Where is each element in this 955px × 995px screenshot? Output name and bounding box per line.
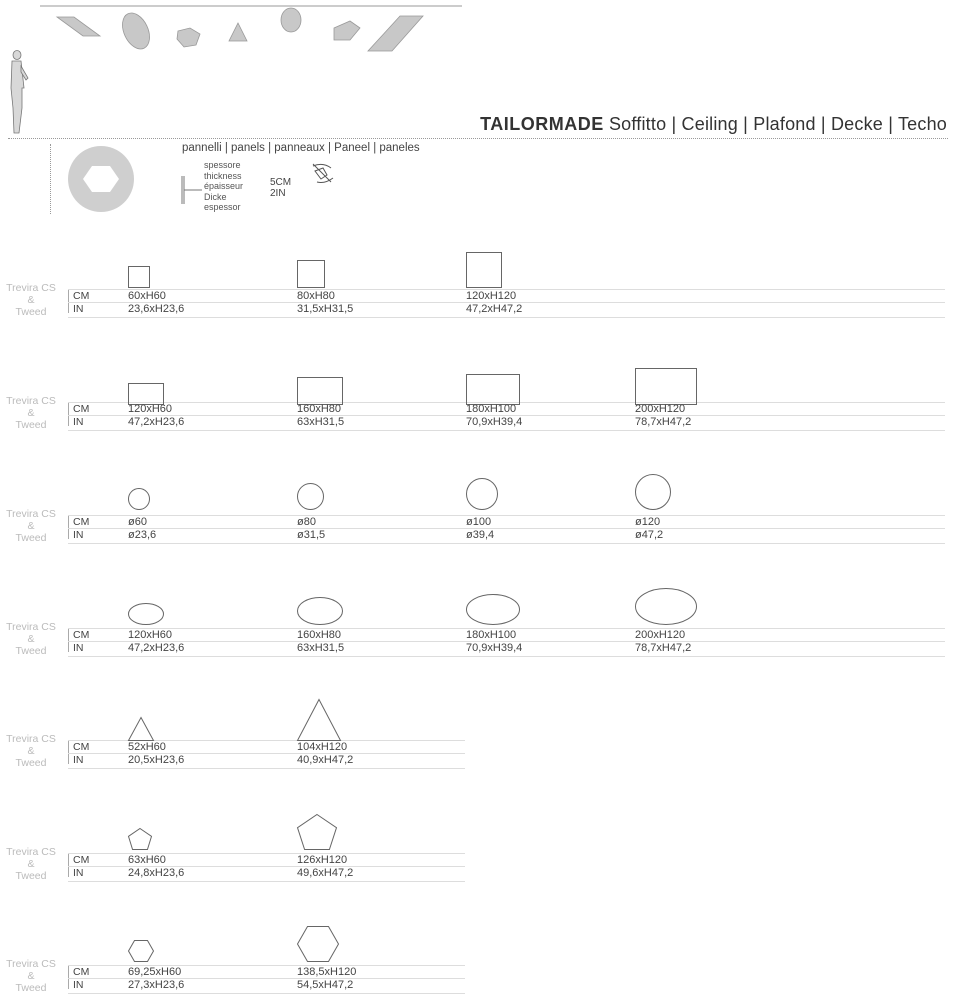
- unit-in-label: IN: [73, 867, 84, 879]
- size-in: ø39,4: [466, 529, 495, 541]
- rectangle-outline: [466, 374, 520, 405]
- material-label-line: Trevira CS: [6, 282, 56, 294]
- thickness-cm: 5CM: [270, 177, 292, 188]
- size-cm: ø120: [635, 516, 661, 528]
- size-cm: 160xH80: [297, 403, 342, 415]
- row-divider: [68, 543, 945, 544]
- material-label-line: Tweed: [15, 870, 47, 882]
- unit-cm-label: CM: [73, 966, 90, 978]
- panel-rect-long: [368, 16, 423, 51]
- size-in: 63xH31,5: [297, 642, 345, 654]
- size-in: 70,9xH39,4: [466, 416, 523, 428]
- material-label-line: Trevira CS: [6, 733, 56, 745]
- material-label-line: Tweed: [15, 645, 47, 657]
- unit-cm-label: CM: [73, 741, 90, 753]
- unit-cm-label: CM: [73, 629, 90, 641]
- panel-ellipse: [117, 9, 155, 54]
- thickness-value: [270, 177, 291, 199]
- size-in: 23,6xH23,6: [128, 303, 185, 315]
- human-figure: [11, 51, 28, 134]
- ellipse-outline: [297, 597, 343, 625]
- size-in: 27,3xH23,6: [128, 979, 185, 991]
- material-label-line: Trevira CS: [6, 621, 56, 633]
- row-divider: [68, 993, 465, 994]
- material-label-line: Tweed: [15, 532, 47, 544]
- hexagon-outline: [128, 940, 154, 962]
- rectangle-outline: [635, 368, 697, 405]
- pentagon-outline: [128, 828, 152, 850]
- row-divider: [68, 317, 945, 318]
- material-label-line: Trevira CS: [6, 958, 56, 970]
- row-bar: [68, 628, 69, 652]
- unit-in-label: IN: [73, 416, 84, 428]
- size-in: ø31,5: [297, 529, 326, 541]
- size-in: 24,8xH23,6: [128, 867, 185, 879]
- size-cm: 200xH120: [635, 403, 686, 415]
- material-label-line: &: [27, 745, 35, 757]
- panel-rect-small: [57, 17, 100, 36]
- size-cm: 104xH120: [297, 741, 348, 753]
- size-cm: ø60: [128, 516, 147, 528]
- size-cm: 120xH60: [128, 403, 173, 415]
- acoustic-icon: [309, 160, 337, 186]
- panel-hexagon-small: [177, 28, 200, 47]
- size-in: 78,7xH47,2: [635, 416, 692, 428]
- material-label: [0, 508, 62, 544]
- unit-in-label: IN: [73, 303, 84, 315]
- material-label-line: Tweed: [15, 757, 47, 769]
- size-in: 40,9xH47,2: [297, 754, 354, 766]
- size-cm: 160xH80: [297, 629, 342, 641]
- ellipse-outline: [635, 588, 697, 625]
- thickness-label: spessore: [204, 160, 241, 170]
- size-in: 47,2xH23,6: [128, 642, 185, 654]
- size-in: 63xH31,5: [297, 416, 345, 428]
- title-languages: Soffitto | Ceiling | Plafond | Decke | Techo: [608, 114, 947, 134]
- size-cm: 138,5xH120: [297, 966, 357, 978]
- material-label: [0, 282, 62, 318]
- unit-in-label: IN: [73, 529, 84, 541]
- material-label: [0, 621, 62, 657]
- size-cm: 180xH100: [466, 629, 517, 641]
- row-bar: [68, 515, 69, 539]
- unit-cm-label: CM: [73, 854, 90, 866]
- material-label-line: Tweed: [15, 419, 47, 431]
- material-label: [0, 958, 62, 994]
- size-cm: 126xH120: [297, 854, 348, 866]
- material-label: [0, 846, 62, 882]
- unit-in-label: IN: [73, 979, 84, 991]
- thickness-label: thickness: [204, 170, 242, 181]
- panel-pentagon: [334, 21, 360, 40]
- size-cm: 80xH80: [297, 290, 335, 302]
- material-label-line: &: [27, 294, 35, 306]
- material-label-line: Tweed: [15, 982, 47, 994]
- panel-triangle: [229, 23, 247, 41]
- row-divider: [68, 515, 945, 516]
- thickness-in: 2IN: [270, 188, 286, 199]
- material-label-line: &: [27, 407, 35, 419]
- row-bar: [68, 853, 69, 877]
- size-cm: 52xH60: [128, 741, 166, 753]
- material-label-line: &: [27, 633, 35, 645]
- row-bar: [68, 289, 69, 313]
- size-cm: ø100: [466, 516, 492, 528]
- title-divider: [8, 138, 948, 139]
- ellipse-outline: [466, 594, 520, 625]
- material-label: [0, 733, 62, 769]
- size-cm: ø80: [297, 516, 316, 528]
- ellipse-outline: [128, 603, 164, 625]
- row-divider: [68, 430, 945, 431]
- unit-cm-label: CM: [73, 516, 90, 528]
- row-divider: [68, 881, 465, 882]
- unit-in-label: IN: [73, 642, 84, 654]
- material-label-line: Trevira CS: [6, 508, 56, 520]
- size-cm: 120xH60: [128, 629, 173, 641]
- hexagon-outline: [297, 926, 339, 962]
- size-in: 20,5xH23,6: [128, 754, 185, 766]
- square-outline: [128, 266, 150, 288]
- material-label-line: &: [27, 970, 35, 982]
- material-label-line: &: [27, 520, 35, 532]
- size-in: 54,5xH47,2: [297, 979, 354, 991]
- size-in: 47,2xH47,2: [466, 303, 523, 315]
- unit-in-label: IN: [73, 754, 84, 766]
- panel-circle: [281, 8, 301, 32]
- panels-label: pannelli | panels | panneaux | Paneel | paneles: [182, 142, 420, 154]
- thickness-label: Dicke: [204, 191, 227, 202]
- circle-outline: [466, 478, 498, 510]
- triangle-outline: [128, 717, 154, 741]
- circle-outline: [297, 483, 324, 510]
- size-cm: 200xH120: [635, 629, 686, 641]
- row-divider: [68, 768, 465, 769]
- size-cm: 60xH60: [128, 290, 166, 302]
- size-in: 78,7xH47,2: [635, 642, 692, 654]
- size-in: 47,2xH23,6: [128, 416, 185, 428]
- unit-cm-label: CM: [73, 403, 90, 415]
- size-in: 70,9xH39,4: [466, 642, 523, 654]
- square-outline: [466, 252, 502, 288]
- material-label-line: Trevira CS: [6, 395, 56, 407]
- row-bar: [68, 740, 69, 764]
- brand-name: TAILORMADE: [480, 114, 604, 134]
- info-divider: [50, 144, 51, 214]
- size-in: ø23,6: [128, 529, 157, 541]
- rectangle-outline: [297, 377, 343, 405]
- material-label-line: Trevira CS: [6, 846, 56, 858]
- size-cm: 63xH60: [128, 854, 166, 866]
- size-in: ø47,2: [635, 529, 664, 541]
- size-cm: 180xH100: [466, 403, 517, 415]
- pentagon-outline: [297, 814, 337, 850]
- row-bar: [68, 965, 69, 989]
- material-label-line: Tweed: [15, 306, 47, 318]
- size-cm: 120xH120: [466, 290, 517, 302]
- material-label-line: &: [27, 858, 35, 870]
- page-title: [480, 114, 947, 135]
- row-divider: [68, 656, 945, 657]
- size-in: 49,6xH47,2: [297, 867, 354, 879]
- size-in: 31,5xH31,5: [297, 303, 354, 315]
- thickness-labels: [204, 160, 243, 213]
- thickness-bracket-icon: [180, 174, 204, 206]
- row-divider: [68, 528, 945, 529]
- square-outline: [297, 260, 325, 288]
- rectangle-outline: [128, 383, 164, 405]
- row-bar: [68, 402, 69, 426]
- unit-cm-label: CM: [73, 290, 90, 302]
- thickness-label: espessor: [204, 202, 241, 212]
- circle-outline: [128, 488, 150, 510]
- material-label: [0, 395, 62, 431]
- thickness-label: épaisseur: [204, 181, 244, 191]
- hexagon-panel-icon: [66, 144, 136, 214]
- triangle-outline: [297, 699, 341, 741]
- circle-outline: [635, 474, 671, 510]
- size-cm: 69,25xH60: [128, 966, 182, 978]
